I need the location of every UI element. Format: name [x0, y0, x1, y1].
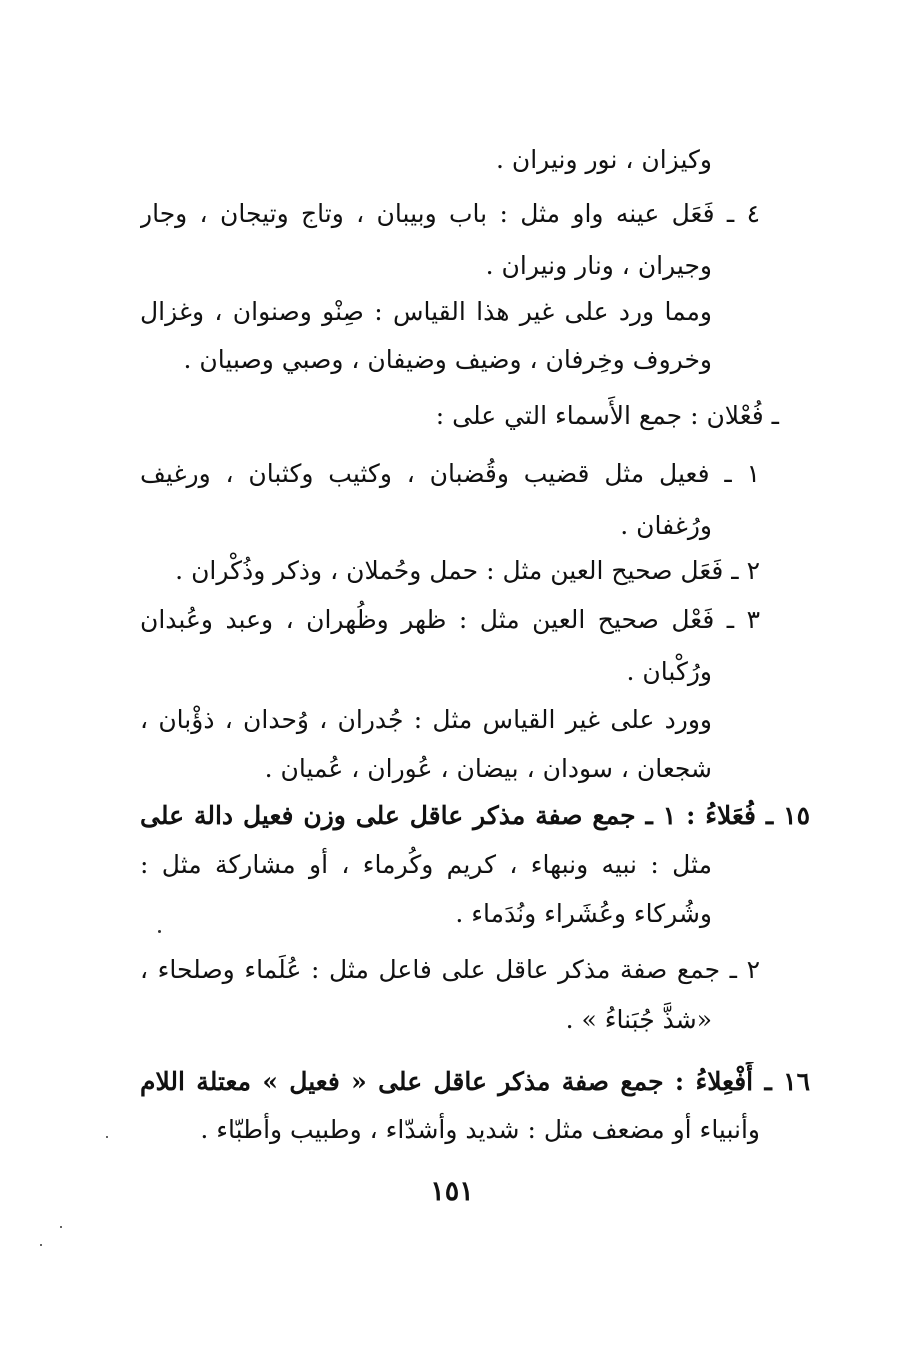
section-heading: ١٦ ـ أَفْعِلاءُ : جمع صفة مذكر عاقل على « فعيل » معتلة اللام — [140, 1067, 810, 1096]
text-line: ٤ ـ فَعَل عينه واو مثل : باب وبيبان ، وتاج وتيجان ، وجار — [140, 199, 760, 228]
text-line: وأنبياء أو مضعف مثل : شديد وأشدّاء ، وطبيب وأطبّاء . — [200, 1115, 760, 1144]
text-line: ١ ـ فعيل مثل قضيب وقُضبان ، وكثيب وكثبان ، ورغيف — [140, 459, 760, 488]
ink-speck — [40, 1244, 42, 1246]
ink-speck — [106, 1136, 108, 1138]
text-line: وخروف وخِرفان ، وضيف وضيفان ، وصبي وصبيان . — [183, 345, 712, 374]
text-line: ٢ ـ فَعَل صحيح العين مثل : حمل وحُملان ، وذكر وذُكْران . — [175, 556, 760, 585]
text-line: شجعان ، سودان ، بيضان ، عُوران ، عُميان . — [264, 754, 712, 783]
text-line: ٣ ـ فَعْل صحيح العين مثل : ظهر وظُهران ، وعبد وعُبدان — [140, 605, 760, 634]
page-number: ١٥١ — [430, 1176, 474, 1207]
text-line: وشُركاء وعُشَراء ونُدَماء . — [455, 899, 712, 928]
text-line: «شذَّ جُبَناءُ » . — [565, 1005, 712, 1034]
ink-speck — [60, 1226, 62, 1228]
text-line: وجيران ، ونار ونيران . — [485, 251, 712, 280]
text-line: ومما ورد على غير هذا القياس : صِنْو وصنوان ، وغزال — [140, 297, 712, 326]
text-line: وكيزان ، نور ونيران . — [495, 145, 712, 174]
text-line: وورد على غير القياس مثل : جُدران ، وُحدان ، ذؤْبان ، — [140, 705, 712, 734]
ink-speck — [158, 930, 161, 933]
text-line: ورُغفان . — [620, 511, 712, 540]
section-heading: ـ فُعْلان : جمع الأَسماء التي على : — [435, 401, 779, 430]
text-line: مثل : نبيه ونبهاء ، كريم وكُرماء ، أو مشاركة مثل : — [140, 850, 712, 879]
text-line: ورُكْبان . — [626, 657, 712, 686]
section-heading: ١٥ ـ فُعَلاءُ : ١ ـ جمع صفة مذكر عاقل على وزن فعيل دالة على — [140, 801, 810, 830]
text-line: ٢ ـ جمع صفة مذكر عاقل على فاعل مثل : عُلَماء وصلحاء ، — [140, 955, 760, 984]
